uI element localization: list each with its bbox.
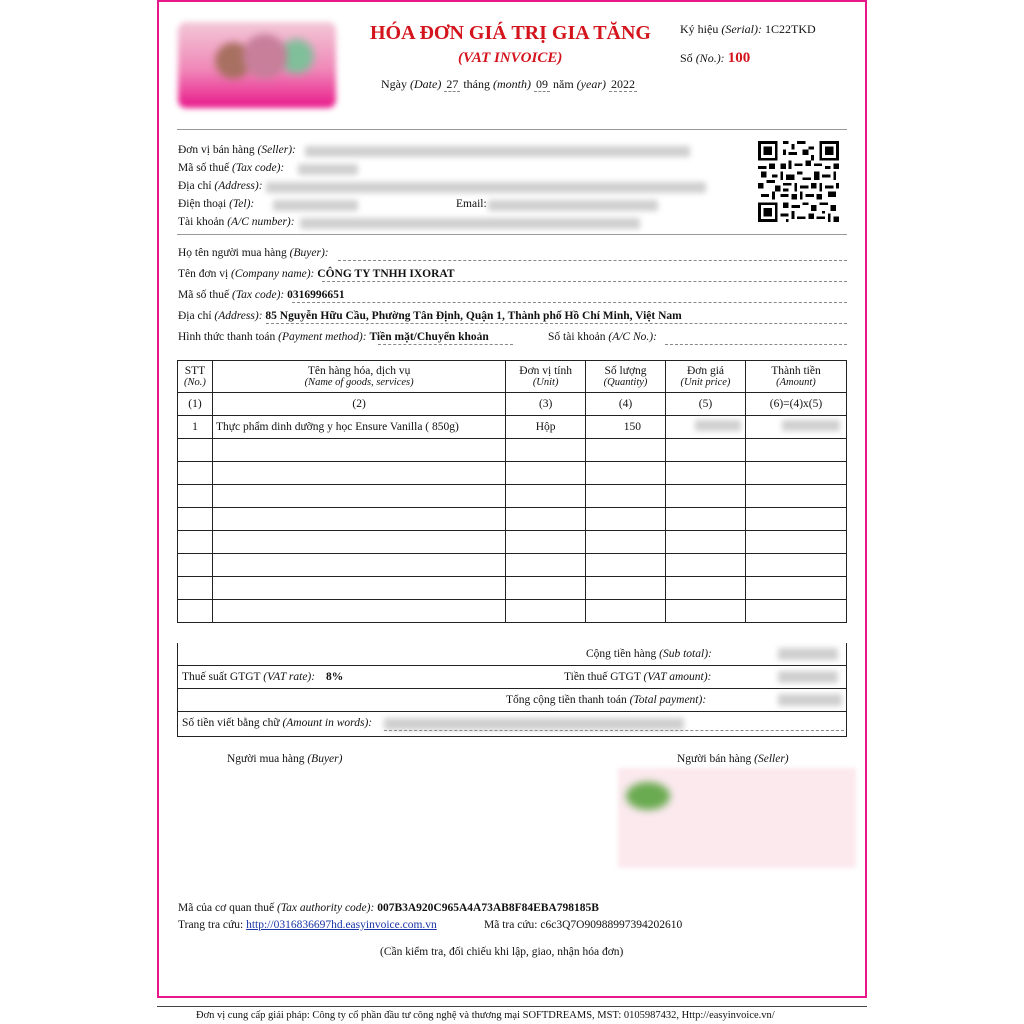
- header-vi: Số lượng: [604, 365, 647, 377]
- seller-name-redacted: [305, 146, 690, 157]
- buyer-company-row: [178, 268, 455, 280]
- seller-name-label: Đơn vị bán hàng: [178, 144, 255, 156]
- buyer-company-value: CÔNG TY TNHH IXORAT: [317, 268, 455, 280]
- vat-amount-label-en: (VAT amount):: [643, 671, 712, 683]
- row-quantity: 150: [586, 416, 666, 439]
- lookup-code: c6c3Q7O90988997394202610: [540, 919, 683, 931]
- serial-value: 1C22TKD: [764, 22, 816, 36]
- invoice-date: [381, 77, 637, 92]
- buyer-payment-label-en: (Payment method):: [278, 331, 367, 343]
- total-row: [177, 689, 847, 712]
- buyer-address-label: Địa chỉ: [178, 310, 212, 322]
- seller-tel-label: Điện thoại: [178, 198, 227, 210]
- total-label-en: (Total payment):: [629, 694, 707, 706]
- seller-tax-label: Mã số thuế: [178, 162, 230, 174]
- table-row: [178, 416, 847, 439]
- buyer-tax-value: 0316996651: [287, 289, 345, 301]
- header-vi: STT: [184, 365, 206, 377]
- row-number: 1: [178, 416, 213, 439]
- authority-code-row: [178, 902, 599, 914]
- authority-label-en: (Tax authority code):: [277, 902, 375, 914]
- seller-name-label-en: (Seller):: [257, 144, 296, 156]
- number-label: Số: [680, 51, 693, 65]
- vat-row: [177, 666, 847, 689]
- year-label: năm: [553, 77, 574, 91]
- words-redacted: [384, 718, 684, 730]
- date-day: 27: [446, 77, 459, 91]
- buyer-name-label: Họ tên người mua hàng: [178, 247, 287, 259]
- seller-tax-label-en: (Tax code):: [231, 162, 285, 174]
- footer-divider: [157, 1006, 867, 1007]
- header-en: (No.): [184, 377, 206, 388]
- lookup-code-row: [484, 919, 682, 931]
- total-label: Tổng cộng tiền thanh toán: [506, 694, 627, 706]
- subtotal-label: Cộng tiền hàng: [586, 648, 657, 660]
- table-row: [178, 485, 847, 508]
- table-row: [178, 554, 847, 577]
- vat-amount-label: Tiền thuế GTGT: [564, 671, 641, 683]
- header-en: (Amount): [776, 377, 816, 388]
- month-label-en: (month): [493, 77, 531, 91]
- seller-email-label: Email:: [456, 198, 487, 210]
- buyer-address-label-en: (Address):: [214, 310, 263, 322]
- year-label-en: (year): [576, 77, 606, 91]
- seller-address-label: Địa chỉ: [178, 180, 212, 192]
- row-goods-name: Thực phẩm dinh dưỡng y học Ensure Vanilla ( 850g): [212, 416, 505, 439]
- seller-tel-label-en: (Tel):: [229, 198, 255, 210]
- dotted-line: [292, 302, 847, 303]
- buyer-account-row: [548, 331, 657, 343]
- seller-name-row: [178, 144, 296, 156]
- subtotal-label-group: [586, 648, 712, 660]
- seller-account-label: Tài khoản: [178, 216, 225, 228]
- dotted-line: [322, 281, 847, 282]
- dotted-line: [378, 344, 513, 345]
- column-number: (2): [212, 393, 505, 416]
- header-cell: [665, 361, 745, 393]
- serial-label-en: (Serial):: [721, 22, 762, 36]
- date-month: 09: [536, 77, 548, 91]
- check-icon: [626, 782, 670, 810]
- table-row: [178, 531, 847, 554]
- table-header-row: [178, 361, 847, 393]
- subtotal-redacted: [778, 648, 838, 660]
- number-value: 100: [727, 50, 751, 66]
- buyer-sign-vi: Người mua hàng: [227, 753, 305, 765]
- company-logo: [178, 22, 336, 108]
- header-en: (Unit price): [680, 377, 731, 388]
- seller-sign-vi: Người bán hàng: [677, 753, 752, 765]
- lookup-link[interactable]: http://0316836697hd.easyinvoice.com.vn: [246, 919, 437, 931]
- buyer-tax-row: [178, 289, 345, 301]
- vat-amount-redacted: [778, 671, 838, 683]
- seller-address-row: [178, 180, 263, 192]
- buyer-address-row: [178, 310, 682, 322]
- header-cell: [506, 361, 586, 393]
- month-label: tháng: [463, 77, 490, 91]
- date-label: Ngày: [381, 77, 407, 91]
- vat-rate-label-en: (VAT rate):: [263, 671, 316, 683]
- seller-sign-en: (Seller): [754, 753, 789, 765]
- invoice-subtitle: (VAT INVOICE): [458, 50, 563, 66]
- buyer-payment-row: [178, 331, 489, 343]
- seller-tax-redacted: [298, 164, 358, 175]
- dotted-line: [384, 730, 844, 731]
- dotted-line: [338, 260, 847, 261]
- seller-address-label-en: (Address):: [214, 180, 263, 192]
- column-number: (5): [665, 393, 745, 416]
- date-label-en: (Date): [410, 77, 442, 91]
- header-cell: [178, 361, 213, 393]
- table-row: [178, 600, 847, 623]
- serial-label: Ký hiệu: [680, 22, 719, 36]
- buyer-company-label-en: (Company name):: [231, 268, 315, 280]
- buyer-signature-label: [227, 753, 342, 765]
- buyer-tax-label-en: (Tax code):: [231, 289, 285, 301]
- check-note: (Cần kiểm tra, đối chiếu khi lập, giao, nhận hóa đơn): [380, 946, 624, 958]
- seller-tel-row: [178, 198, 254, 210]
- number-label-en: (No.):: [695, 51, 725, 65]
- buyer-company-label: Tên đơn vị: [178, 268, 229, 280]
- items-table: [177, 360, 847, 623]
- table-row: [178, 462, 847, 485]
- column-number: (6)=(4)x(5): [745, 393, 846, 416]
- subtotal-label-en: (Sub total):: [659, 648, 712, 660]
- header-vi: Thành tiền: [771, 365, 821, 377]
- buyer-tax-label: Mã số thuế: [178, 289, 230, 301]
- header-cell: [586, 361, 666, 393]
- header-cell: [212, 361, 505, 393]
- invoice-serial: [680, 22, 816, 37]
- seller-account-redacted: [300, 218, 640, 229]
- words-label-en: (Amount in words):: [282, 717, 373, 729]
- column-number-row: [178, 393, 847, 416]
- seller-email-redacted: [488, 200, 658, 211]
- total-label-group: [506, 694, 706, 706]
- seller-account-row: [178, 216, 295, 228]
- dotted-line: [665, 344, 847, 345]
- header-vi: Đơn giá: [686, 365, 724, 377]
- table-row: [178, 439, 847, 462]
- divider: [177, 129, 847, 130]
- buyer-address-value: 85 Nguyễn Hữu Cầu, Phường Tân Định, Quận 1, Thành phố Hồ Chí Minh, Việt Nam: [265, 310, 682, 322]
- buyer-sign-en: (Buyer): [307, 753, 343, 765]
- buyer-account-label: Số tài khoản: [548, 331, 606, 343]
- seller-signature-label: [677, 753, 789, 765]
- lookup-label: Trang tra cứu:: [178, 919, 244, 931]
- vat-rate-label: Thuế suất GTGT: [182, 671, 261, 683]
- column-number: (4): [586, 393, 666, 416]
- date-year: 2022: [611, 77, 635, 91]
- header-en: (Quantity): [603, 377, 648, 388]
- header-cell: [745, 361, 846, 393]
- seller-tel-redacted: [273, 200, 358, 211]
- words-label: Số tiền viết bằng chữ: [182, 717, 280, 729]
- buyer-payment-label: Hình thức thanh toán: [178, 331, 276, 343]
- table-row: [178, 508, 847, 531]
- column-number: (3): [506, 393, 586, 416]
- header-vi: Tên hàng hóa, dịch vụ: [307, 365, 411, 377]
- row-amount: [745, 416, 846, 439]
- header-en: (Name of goods, services): [304, 377, 414, 388]
- table-row: [178, 577, 847, 600]
- lookup-row: [178, 919, 437, 931]
- words-label-group: [182, 717, 372, 729]
- seller-account-label-en: (A/C number):: [227, 216, 295, 228]
- vat-amount-group: [564, 671, 711, 683]
- vat-rate-value: 8%: [325, 671, 344, 683]
- total-redacted: [778, 694, 842, 706]
- seller-tax-row: [178, 162, 284, 174]
- buyer-name-row: [178, 247, 329, 259]
- vat-rate-group: [182, 671, 343, 683]
- words-row: [177, 712, 847, 737]
- buyer-name-label-en: (Buyer):: [289, 247, 329, 259]
- column-number: (1): [178, 393, 213, 416]
- dotted-line: [266, 323, 847, 324]
- buyer-payment-value: Tiền mặt/Chuyển khoản: [369, 331, 489, 343]
- authority-label: Mã của cơ quan thuế: [178, 902, 275, 914]
- header-vi: Đơn vị tính: [519, 365, 573, 377]
- authority-code: 007B3A920C965A4A73AB8F84EBA798185B: [377, 902, 599, 914]
- invoice-title: HÓA ĐƠN GIÁ TRỊ GIA TĂNG: [370, 22, 651, 44]
- lookup-code-label: Mã tra cứu:: [484, 919, 538, 931]
- invoice-number: [680, 50, 750, 67]
- buyer-account-label-en: (A/C No.):: [608, 331, 657, 343]
- provider-footer: Đơn vị cung cấp giải pháp: Công ty cổ phần đầu tư công nghệ và thương mại SOFTDREAMS, MST: 0105987432, Http://easyinvoice.vn/: [196, 1010, 775, 1021]
- row-unit-price: [665, 416, 745, 439]
- header-en: (Unit): [532, 377, 559, 388]
- qr-code-icon: [758, 141, 839, 222]
- subtotal-row: [177, 643, 847, 666]
- divider: [177, 234, 847, 235]
- seller-address-redacted: [266, 182, 706, 193]
- row-unit: Hộp: [506, 416, 586, 439]
